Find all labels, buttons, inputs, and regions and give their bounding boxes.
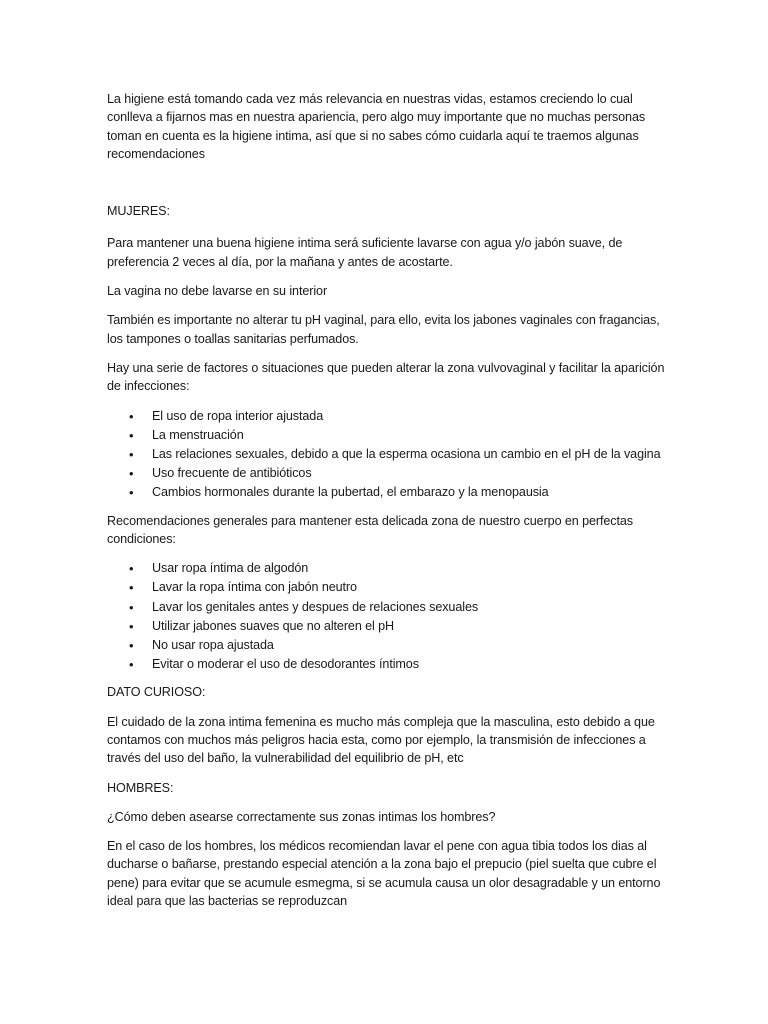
fact-paragraph: El cuidado de la zona intima femenina es mucho más compleja que la masculina, esto debido a que contamos con muchos más peligros hacia esta, como por ejemplo, la transmisión de infecciones a través del uso del baño, la vulnerabilidad del equilibrio de pH, etc: [107, 714, 655, 766]
bullet-icon: •: [129, 485, 134, 501]
list-item-text: Uso frecuente de antibióticos: [152, 466, 312, 481]
list-item-text: El uso de ropa interior ajustada: [152, 408, 324, 423]
bullet-icon: •: [129, 618, 134, 634]
list-item: [107, 578, 667, 597]
women-paragraph-4: Hay una serie de factores o situaciones que pueden alterar la zona vulvovaginal y facilitar la aparición de infecciones:: [107, 360, 665, 394]
list-item-text: Utilizar jabones suaves que no alteren el pH: [152, 618, 395, 633]
list-item-text: Las relaciones sexuales, debido a que la esperma ocasiona un cambio en el pH de la vagina: [152, 446, 661, 461]
intro-paragraph: La higiene está tomando cada vez más relevancia en nuestras vidas, estamos creciendo lo cual conlleva a fijarnos mas en nuestra apariencia, pero algo muy importante que no muchas personas toman en cuenta es la higiene intima, así que si no sabes cómo cuidarla aquí te traemos algunas recomendaciones: [107, 92, 646, 161]
list-item: [107, 426, 667, 445]
list-item: [107, 407, 667, 426]
fact-heading: DATO CURIOSO:: [107, 685, 206, 700]
bullet-icon: •: [129, 637, 134, 653]
bullet-icon: •: [129, 599, 134, 615]
list-item: [107, 464, 667, 483]
list-item-text: No usar ropa ajustada: [152, 637, 274, 652]
list-item-text: Lavar los genitales antes y despues de relaciones sexuales: [152, 599, 479, 614]
list-item: [107, 636, 667, 655]
list-item-text: Evitar o moderar el uso de desodorantes íntimos: [152, 657, 419, 672]
women-paragraph-1: Para mantener una buena higiene intima será suficiente lavarse con agua y/o jabón suave, de preferencia 2 veces al día, por la mañana y antes de acostarte.: [107, 236, 623, 269]
recommendations-intro: Recomendaciones generales para mantener esta delicada zona de nuestro cuerpo en perfectas condiciones:: [107, 513, 633, 546]
men-paragraph: En el caso de los hombres, los médicos recomiendan lavar el pene con agua tibia todos los dias al ducharse o bañarse, prestando especial atención a la zona bajo el prepucio (piel suelta que cubre el pene) para evitar que se acumule esmegma, si se acumula causa un olor desagradable y un entorno ideal para que las bacterias se reproduzcan: [107, 839, 661, 909]
bullet-icon: •: [129, 408, 134, 424]
list-item: [107, 445, 667, 464]
bullet-icon: •: [129, 580, 134, 596]
list-item-text: Usar ropa íntima de algodón: [152, 561, 309, 576]
list-item: [107, 617, 667, 636]
document-page: [107, 90, 667, 921]
women-paragraph-2: La vagina no debe lavarse en su interior: [107, 284, 328, 299]
bullet-icon: •: [129, 466, 134, 482]
bullet-icon: •: [129, 657, 134, 673]
bullet-icon: •: [129, 561, 134, 577]
list-item: [107, 655, 667, 674]
list-item-text: Lavar la ropa íntima con jabón neutro: [152, 580, 357, 595]
women-paragraph-3: También es importante no alterar tu pH vaginal, para ello, evita los jabones vaginales con fragancias, los tampones o toallas sanitarias perfumados.: [107, 313, 660, 346]
women-heading: MUJERES:: [107, 204, 170, 219]
list-item-text: La menstruación: [152, 427, 244, 442]
bullet-icon: •: [129, 427, 134, 443]
list-item-text: Cambios hormonales durante la pubertad, el embarazo y la menopausia: [152, 485, 549, 500]
list-item: [107, 598, 667, 617]
bullet-icon: •: [129, 446, 134, 462]
list-item: [107, 559, 667, 578]
men-heading: HOMBRES:: [107, 780, 174, 795]
factors-list: [107, 407, 667, 503]
list-item: [107, 483, 667, 502]
men-question: ¿Cómo deben asearse correctamente sus zonas intimas los hombres?: [107, 809, 496, 824]
recommendations-list: [107, 559, 667, 674]
